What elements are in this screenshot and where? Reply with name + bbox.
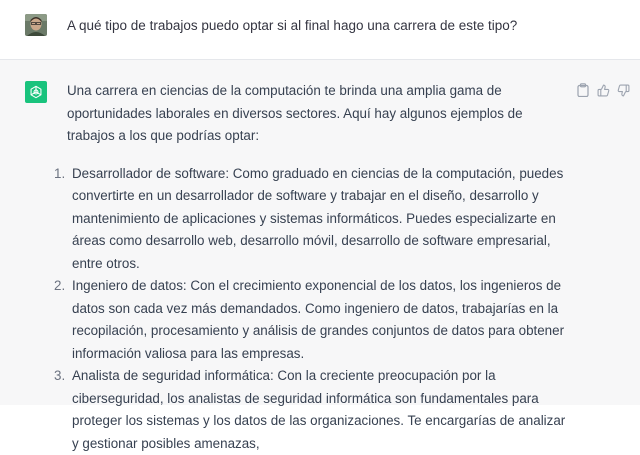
list-item	[67, 365, 567, 455]
thumbs-down-icon	[617, 84, 630, 97]
thumbs-up-icon	[597, 84, 610, 97]
message-actions	[576, 82, 630, 98]
user-avatar	[25, 14, 47, 36]
list-item-text: Analista de seguridad informática: Con la creciente preocupación por la ciberseguridad, los analistas de seguridad informática son fundamentales para proteger los sistemas y los datos de las organizaciones. Te encargarías de analizar y gestionar posibles amenazas,	[72, 368, 565, 451]
assistant-message-content	[67, 80, 567, 455]
list-item	[67, 275, 567, 365]
assistant-intro-text: Una carrera en ciencias de la computación te brinda una amplia gama de oportunidades laborales en diversos sectores. Aquí hay algunos ejemplos de trabajos a los que podrías optar:	[67, 80, 567, 148]
openai-logo-icon	[25, 81, 47, 103]
list-number: 2.	[54, 275, 68, 298]
list-item	[67, 163, 567, 276]
user-message-row	[0, 0, 640, 60]
jobs-list	[67, 163, 567, 455]
copy-button[interactable]	[576, 82, 590, 98]
user-message-text: A qué tipo de trabajos puedo optar si al final hago una carrera de este tipo?	[67, 16, 517, 36]
like-button[interactable]	[596, 82, 610, 98]
assistant-message-row	[0, 60, 640, 405]
list-item-text: Desarrollador de software: Como graduado en ciencias de la computación, puedes convertirte en un desarrollador de software y trabajar en el diseño, desarrollo y mantenimiento de aplicaciones y sistemas informáticos. Puedes especializarte en áreas como desarrollo web, desarrollo móvil, desarrollo de software empresarial, entre otros.	[72, 166, 563, 271]
list-number: 1.	[54, 163, 68, 186]
list-item-text: Ingeniero de datos: Con el crecimiento exponencial de los datos, los ingenieros de datos son cada vez más demandados. Como ingeniero de datos, trabajarías en la recopilación, procesamiento y análisis de grandes conjuntos de datos para obtener información valiosa para las empresas.	[72, 278, 564, 361]
dislike-button[interactable]	[616, 82, 630, 98]
clipboard-icon	[577, 83, 589, 97]
list-number: 3.	[54, 365, 68, 388]
